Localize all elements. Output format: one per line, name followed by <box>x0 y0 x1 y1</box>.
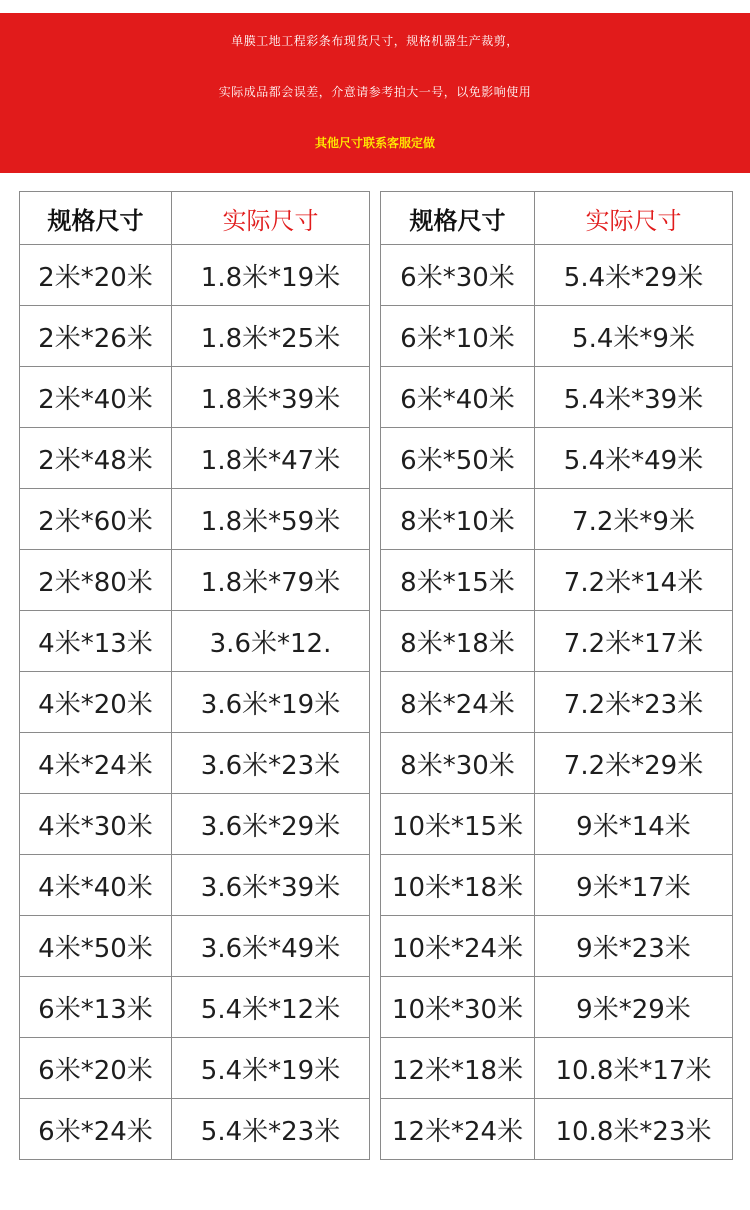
table-row <box>20 1038 370 1099</box>
spec-size-cell: 2米*80米 <box>20 550 172 611</box>
size-table-right <box>380 191 733 1160</box>
spec-size-cell: 2米*60米 <box>20 489 172 550</box>
actual-size-cell: 1.8米*47米 <box>172 428 370 489</box>
spec-size-cell: 8米*18米 <box>381 611 535 672</box>
actual-size-cell: 3.6米*23米 <box>172 733 370 794</box>
actual-size-cell: 9米*14米 <box>535 794 733 855</box>
spec-size-cell: 4米*40米 <box>20 855 172 916</box>
actual-size-cell: 10.8米*23米 <box>535 1099 733 1160</box>
spec-size-cell: 6米*24米 <box>20 1099 172 1160</box>
actual-size-cell: 7.2米*23米 <box>535 672 733 733</box>
spec-size-header: 规格尺寸 <box>20 192 172 245</box>
actual-size-cell: 5.4米*39米 <box>535 367 733 428</box>
spec-size-cell: 10米*30米 <box>381 977 535 1038</box>
spec-size-cell: 4米*50米 <box>20 916 172 977</box>
table-row <box>20 672 370 733</box>
notice-line-2: 实际成品都会误差，介意请参考拍大一号，以免影响使用 <box>218 85 532 99</box>
spec-size-cell: 2米*40米 <box>20 367 172 428</box>
spec-size-cell: 4米*13米 <box>20 611 172 672</box>
table-row <box>20 367 370 428</box>
table-header-row <box>381 192 733 245</box>
spec-size-cell: 4米*20米 <box>20 672 172 733</box>
notice-line-1: 单膜工地工程彩条布现货尺寸，规格机器生产裁剪， <box>231 34 519 48</box>
table-row <box>20 306 370 367</box>
table-row <box>381 855 733 916</box>
actual-size-cell: 9米*17米 <box>535 855 733 916</box>
spec-size-cell: 6米*20米 <box>20 1038 172 1099</box>
table-row <box>20 245 370 306</box>
spec-size-cell: 8米*15米 <box>381 550 535 611</box>
actual-size-cell: 1.8米*79米 <box>172 550 370 611</box>
actual-size-cell: 5.4米*23米 <box>172 1099 370 1160</box>
actual-size-cell: 10.8米*17米 <box>535 1038 733 1099</box>
spec-size-cell: 6米*13米 <box>20 977 172 1038</box>
table-row <box>20 489 370 550</box>
actual-size-cell: 5.4米*49米 <box>535 428 733 489</box>
spec-size-cell: 2米*26米 <box>20 306 172 367</box>
spec-size-cell: 10米*15米 <box>381 794 535 855</box>
spec-size-cell: 6米*40米 <box>381 367 535 428</box>
table-row <box>381 489 733 550</box>
actual-size-cell: 1.8米*25米 <box>172 306 370 367</box>
spec-size-cell: 6米*10米 <box>381 306 535 367</box>
spec-size-cell: 6米*30米 <box>381 245 535 306</box>
actual-size-cell: 7.2米*29米 <box>535 733 733 794</box>
table-row <box>20 916 370 977</box>
table-row <box>20 611 370 672</box>
table-row <box>381 428 733 489</box>
spec-size-cell: 8米*10米 <box>381 489 535 550</box>
table-row <box>381 733 733 794</box>
actual-size-cell: 5.4米*19米 <box>172 1038 370 1099</box>
actual-size-cell: 5.4米*29米 <box>535 245 733 306</box>
table-row <box>381 672 733 733</box>
actual-size-header: 实际尺寸 <box>535 192 733 245</box>
size-table-left <box>19 191 370 1160</box>
spec-size-header: 规格尺寸 <box>381 192 535 245</box>
spec-size-cell: 10米*18米 <box>381 855 535 916</box>
table-row <box>381 245 733 306</box>
actual-size-cell: 7.2米*9米 <box>535 489 733 550</box>
spec-size-cell: 12米*24米 <box>381 1099 535 1160</box>
actual-size-cell: 3.6米*29米 <box>172 794 370 855</box>
spec-size-cell: 10米*24米 <box>381 916 535 977</box>
spec-size-cell: 2米*20米 <box>20 245 172 306</box>
table-row <box>20 855 370 916</box>
actual-size-cell: 5.4米*9米 <box>535 306 733 367</box>
table-header-row <box>20 192 370 245</box>
table-row <box>20 550 370 611</box>
actual-size-cell: 5.4米*12米 <box>172 977 370 1038</box>
table-row <box>381 977 733 1038</box>
table-row <box>381 611 733 672</box>
table-row <box>381 1099 733 1160</box>
table-row <box>381 367 733 428</box>
spec-size-cell: 6米*50米 <box>381 428 535 489</box>
spec-size-cell: 4米*24米 <box>20 733 172 794</box>
table-row <box>20 794 370 855</box>
table-row <box>20 428 370 489</box>
actual-size-cell: 7.2米*14米 <box>535 550 733 611</box>
spec-size-cell: 2米*48米 <box>20 428 172 489</box>
actual-size-cell: 3.6米*19米 <box>172 672 370 733</box>
spec-size-cell: 8米*24米 <box>381 672 535 733</box>
table-row <box>381 306 733 367</box>
spec-size-cell: 4米*30米 <box>20 794 172 855</box>
actual-size-cell: 1.8米*19米 <box>172 245 370 306</box>
table-row <box>381 1038 733 1099</box>
actual-size-cell: 7.2米*17米 <box>535 611 733 672</box>
actual-size-cell: 3.6米*39米 <box>172 855 370 916</box>
actual-size-cell: 3.6米*12. <box>172 611 370 672</box>
actual-size-cell: 9米*29米 <box>535 977 733 1038</box>
table-row <box>381 550 733 611</box>
spec-size-cell: 8米*30米 <box>381 733 535 794</box>
table-row <box>381 916 733 977</box>
table-row <box>20 1099 370 1160</box>
table-row <box>381 794 733 855</box>
spec-size-cell: 12米*18米 <box>381 1038 535 1099</box>
actual-size-cell: 9米*23米 <box>535 916 733 977</box>
notice-line-3-custom-order: 其他尺寸联系客服定做 <box>314 136 435 150</box>
actual-size-cell: 1.8米*39米 <box>172 367 370 428</box>
actual-size-header: 实际尺寸 <box>172 192 370 245</box>
table-row <box>20 977 370 1038</box>
table-row <box>20 733 370 794</box>
actual-size-cell: 1.8米*59米 <box>172 489 370 550</box>
actual-size-cell: 3.6米*49米 <box>172 916 370 977</box>
